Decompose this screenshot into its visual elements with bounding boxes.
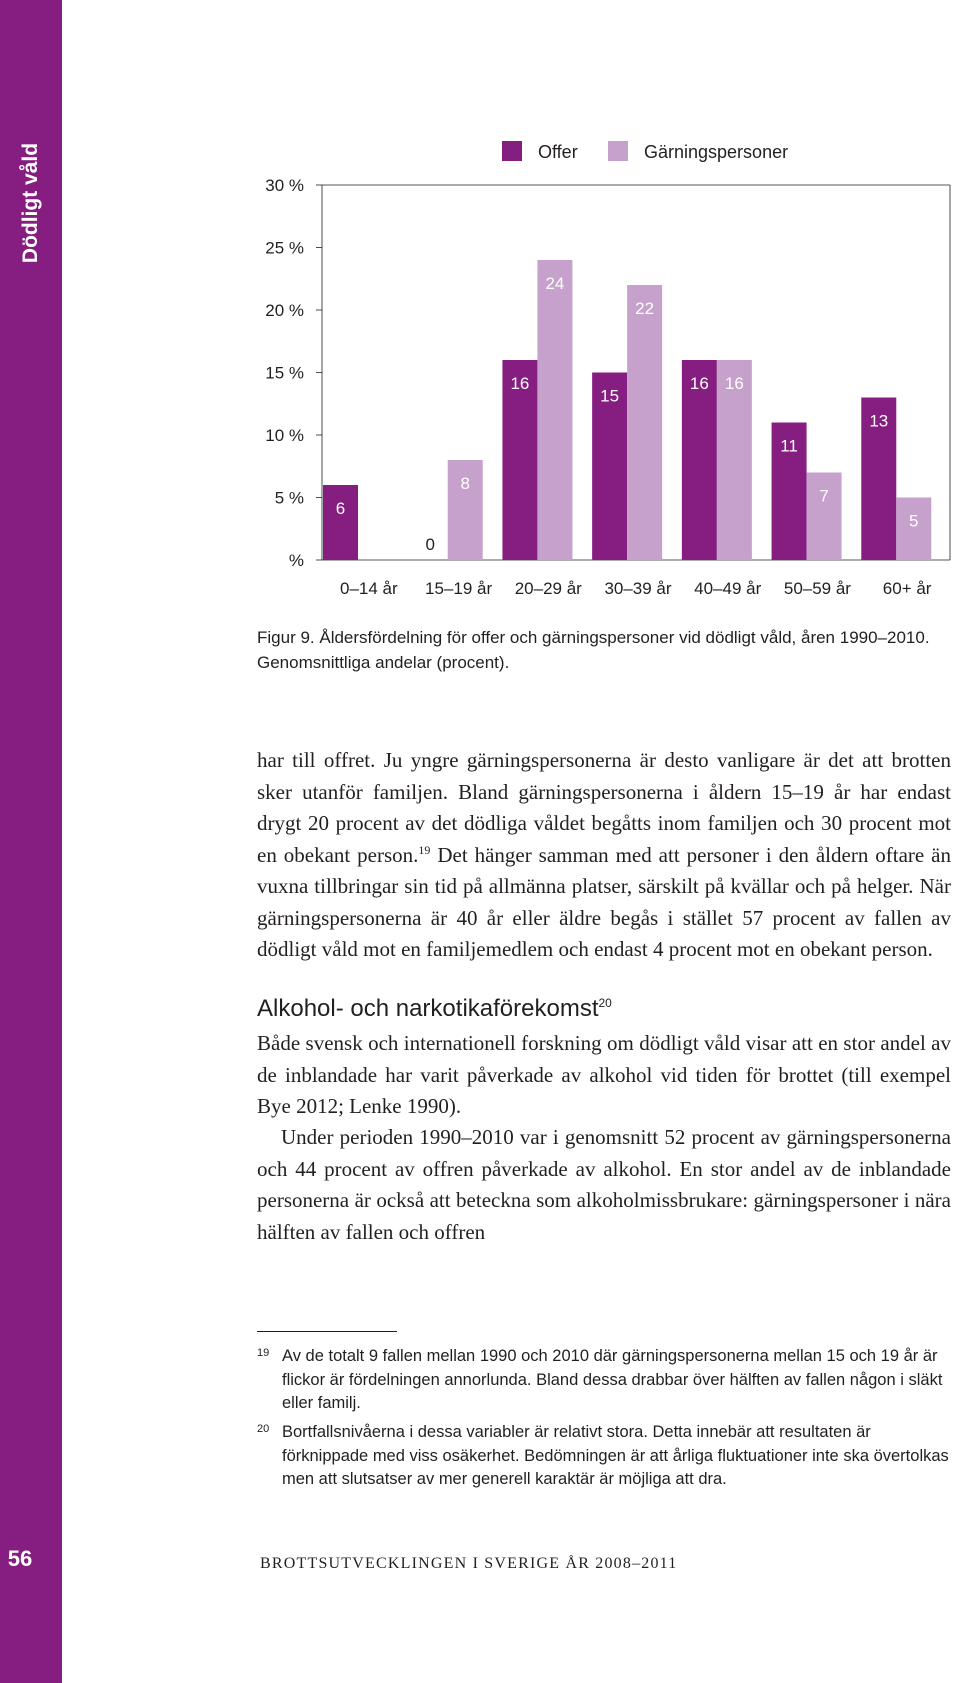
legend-swatch-offer (502, 141, 522, 161)
y-tick-label: 25 % (265, 238, 304, 258)
footnote-ref-19[interactable]: 19 (418, 842, 431, 857)
footnote-text: Bortfallsnivåerna i dessa variabler är relativt stora. Detta innebär att resultaten är förknippade med viss osäkerhet. Bedömningen är att årliga fluktuationer inte ska övertolkas men att slutsatser av mer generell karaktär är möjliga att dra. (282, 1423, 949, 1488)
data-label: 13 (869, 411, 889, 431)
footnote-number: 20 (257, 1423, 270, 1435)
y-tick-label: % (288, 551, 304, 570)
data-label: 16 (689, 374, 709, 393)
x-tick-label: 30–39 år (604, 579, 672, 598)
section-heading-text: Alkohol- och narkotikaförekomst (257, 995, 599, 1022)
page-number: 56 (7, 1546, 33, 1571)
running-footer: BROTTSUTVECKLINGEN I SVERIGE ÅR 2008–2011 (260, 1555, 678, 1572)
data-label: 0 (425, 535, 435, 554)
section-title: Dödligt våld (19, 142, 42, 264)
y-tick-label: 5 % (274, 488, 304, 508)
paragraph-1 (257, 745, 951, 966)
data-label: 5 (909, 511, 919, 531)
data-label: 7 (819, 486, 829, 506)
x-tick-label: 15–19 år (425, 579, 493, 598)
y-tick-label: 30 % (265, 176, 304, 195)
footnote-text: Av de totalt 9 fallen mellan 1990 och 2010 där gärningspersonerna mellan 15 och 19 år är flickor är fördelningen annorlunda. Bland dessa drabbar över hälften av fallen någon i släkt eller familj. (282, 1347, 943, 1412)
section-heading (257, 995, 612, 1023)
paragraph-1-text-a: har till offret. Ju yngre gärningspersonerna är desto vanligare är det att brotten sker utanför familjen. Bland gärningspersonerna i åldern 15–19 år har endast drygt 20 procent av det dödliga våldet begåtts inom familjen och 30 procent mot en obekant person. (257, 748, 951, 867)
y-tick-label: 10 % (265, 426, 304, 445)
data-label: 24 (545, 274, 565, 293)
bar-garningspersoner (627, 285, 662, 560)
footnote-ref-20[interactable]: 20 (598, 996, 612, 1010)
x-tick-label: 0–14 år (340, 579, 398, 598)
x-tick-label: 20–29 år (514, 579, 582, 598)
data-label: 6 (335, 499, 346, 518)
y-tick-label: 20 % (265, 301, 304, 320)
x-tick-label: 50–59 år (783, 579, 851, 598)
age-distribution-chart (240, 130, 960, 610)
legend-swatch-garningspersoner (608, 141, 628, 161)
figure-caption: Figur 9. Åldersfördelning för offer och gärningspersoner vid dödligt våld, åren 1990–2010. Genomsnittliga andelar (procent). (257, 628, 930, 672)
sidebar (0, 0, 62, 1683)
data-label: 16 (724, 374, 744, 393)
footnote-number: 19 (257, 1347, 270, 1359)
paragraph-1-text-b: Det hänger samman med att personer i den åldern oftare än vuxna tillbringar sin tid på allmänna platser, särskilt på kvällar och på helger. När gärningspersonerna är 40 år eller äldre begås i stället 57 procent av fallen av dödligt våld mot en familjemedlem och endast 4 procent mot en obekant person. (257, 842, 951, 961)
bar-garningspersoner (537, 260, 572, 560)
paragraph-3: Under perioden 1990–2010 var i genomsnitt 52 procent av gärningspersonerna och 44 procent av offren påverkade av alkohol. En stor andel av de inblandade personerna är också att beteckna som alkoholmissbrukare: gärningspersoner i nära hälften av fallen och offren (257, 1125, 951, 1244)
footnote-20 (257, 1421, 951, 1492)
data-label: 8 (460, 474, 470, 493)
legend-label: Gärningspersoner (644, 142, 789, 162)
data-label: 22 (635, 299, 655, 318)
footnote-19 (257, 1345, 951, 1416)
paragraph-2: Både svensk och internationell forskning om dödligt våld visar att en stor andel av de inblandade har varit påverkade av alkohol vid tiden för brottet (till exempel Bye 2012; Lenke 1990). (257, 1031, 951, 1118)
x-tick-label: 40–49 år (694, 579, 762, 598)
bar-offer (323, 485, 358, 560)
y-tick-label: 15 % (265, 363, 304, 383)
footnote-divider (257, 1331, 397, 1332)
legend-label: Offer (538, 142, 578, 162)
data-label: 15 (600, 386, 620, 406)
data-label: 11 (780, 436, 798, 456)
x-tick-label: 60+ år (882, 579, 932, 598)
data-label: 16 (510, 374, 530, 393)
